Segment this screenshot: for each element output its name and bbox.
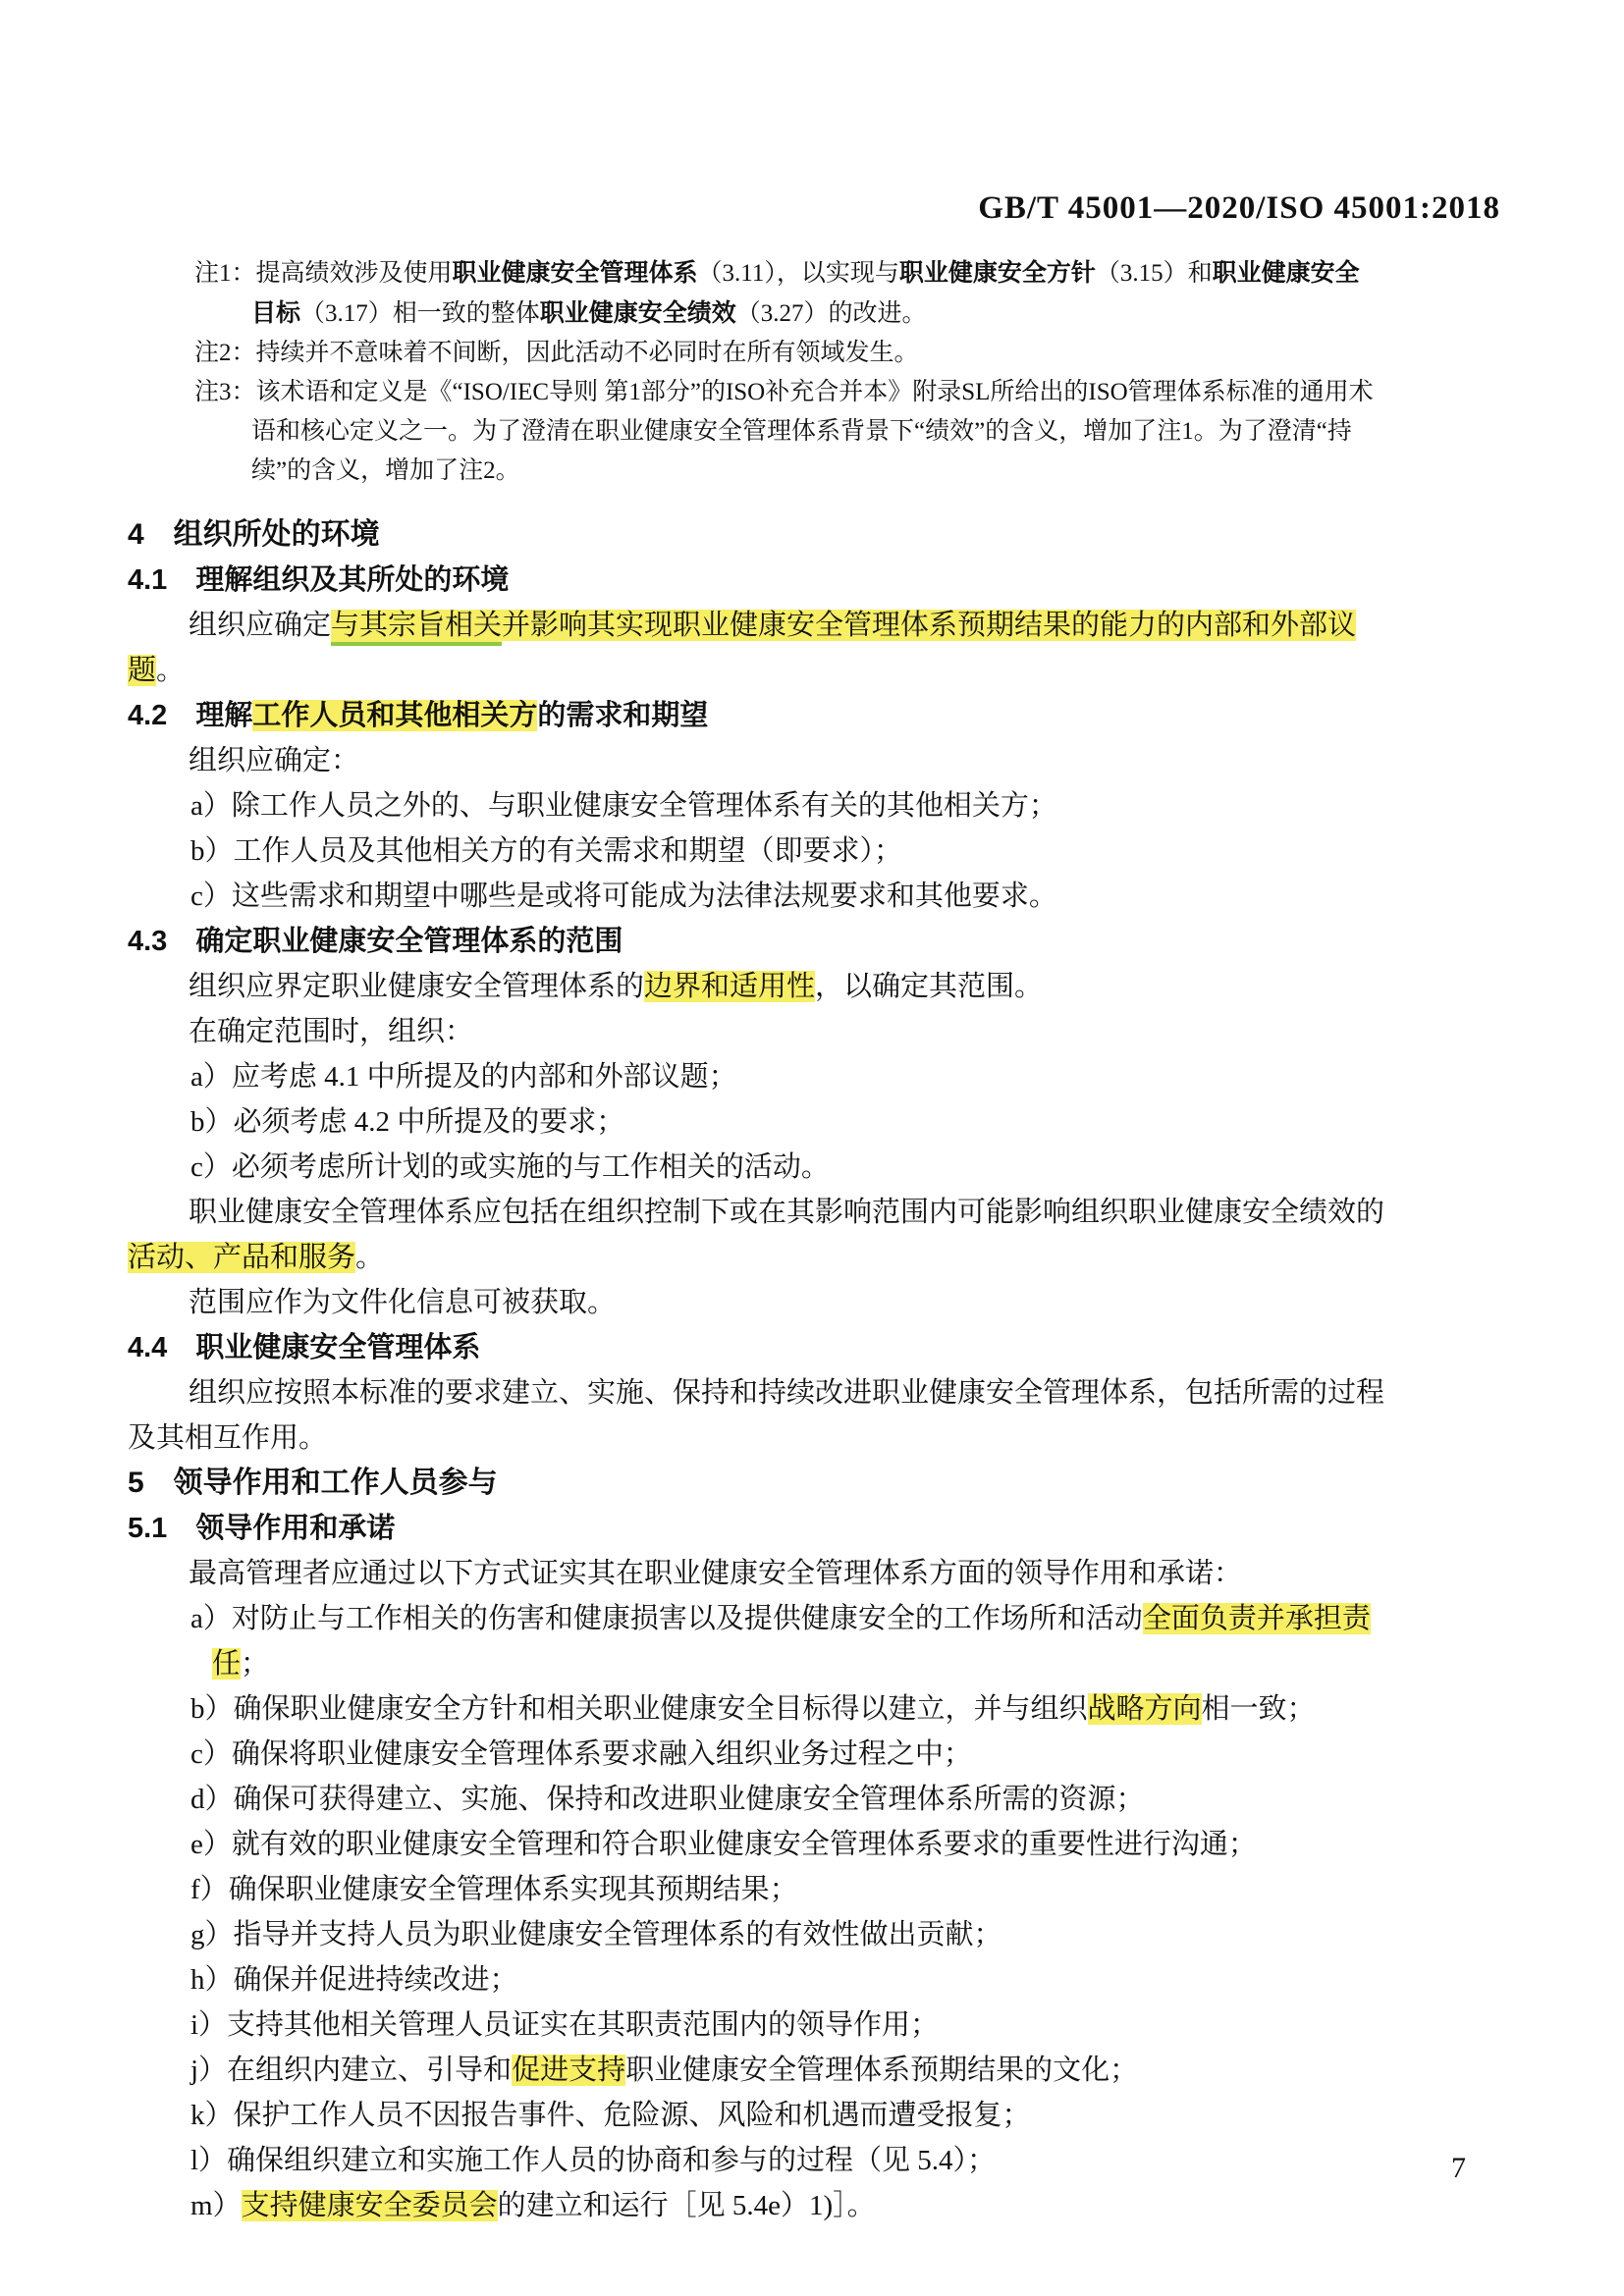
highlighted-text: 战略方向 — [1087, 1693, 1202, 1725]
text-segment: b）必须考虑 4.2 中所提及的要求； — [190, 1106, 625, 1138]
note-1-line-2 — [251, 294, 1500, 334]
highlighted-text: 促进支持 — [512, 2055, 626, 2086]
text-segment: c）这些需求和期望中哪些是或将可能成为法律法规要求和其他要求。 — [190, 881, 1057, 912]
highlighted-text: 题 — [128, 655, 157, 686]
text-segment: 范围应作为文件化信息可被获取。 — [189, 1287, 617, 1318]
text-segment: 组织应确定： — [189, 745, 360, 776]
para-4-1-line-2 — [128, 648, 1500, 693]
list-5-1-f — [190, 1867, 1500, 1912]
text-segment: c）确保将职业健康安全管理体系要求融入组织业务过程之中； — [190, 1738, 972, 1770]
highlighted-text: 支持健康安全委员会 — [241, 2190, 498, 2221]
heading-4-4 — [128, 1325, 1500, 1370]
list-5-1-j — [190, 2048, 1500, 2093]
para-5-1-intro — [128, 1551, 1500, 1596]
text-segment: （3.11），以实现与 — [697, 260, 899, 287]
text-segment: 5 领导作用和工作人员参与 — [128, 1467, 498, 1499]
text-segment: k）保护工作人员不因报告事件、危险源、风险和机遇而遭受报复； — [190, 2100, 1031, 2131]
text-segment: （3.15）和 — [1095, 260, 1213, 287]
text-segment: 组织应按照本标准的要求建立、实施、保持和持续改进职业健康安全管理体系，包括所需的过程 — [189, 1377, 1385, 1409]
document-content — [128, 253, 1500, 2228]
text-segment: 4.3 确定职业健康安全管理体系的范围 — [128, 926, 623, 957]
list-4-3-a — [190, 1054, 1500, 1099]
list-5-1-l — [190, 2138, 1500, 2183]
text-segment: （3.27）的改进。 — [735, 300, 927, 327]
list-5-1-b — [190, 1686, 1500, 1732]
list-4-3-c — [190, 1145, 1500, 1190]
text-segment: 职业健康安全绩效 — [539, 299, 736, 327]
heading-4-2 — [128, 693, 1500, 738]
note-1-line-1 — [194, 253, 1500, 294]
list-4-2-c — [190, 874, 1500, 919]
text-segment: 。 — [355, 1242, 385, 1273]
text-segment: 的需求和期望 — [537, 700, 709, 731]
text-segment: a）除工作人员之外的、与职业健康安全管理体系有关的其他相关方； — [190, 790, 1057, 822]
highlighted-text: 与其宗旨相关 — [331, 610, 502, 646]
text-segment: g）指导并支持人员为职业健康安全管理体系的有效性做出贡献； — [190, 1919, 1002, 1950]
text-segment: 最高管理者应通过以下方式证实其在职业健康安全管理体系方面的领导作用和承诺： — [189, 1558, 1243, 1589]
text-segment: h）确保并促进持续改进； — [190, 1964, 518, 1996]
para-4-2-intro — [128, 738, 1500, 783]
text-segment: （3.17）相一致的整体 — [300, 300, 540, 327]
text-segment: 。 — [156, 655, 186, 686]
text-segment: 职业健康安全管理体系预期结果的文化； — [625, 2055, 1139, 2086]
para-4-1-line-1 — [128, 603, 1500, 648]
list-5-1-a-line-1 — [190, 1596, 1500, 1641]
text-segment: 注1：提高绩效涉及使用 — [194, 260, 453, 287]
text-segment: 语和核心定义之一。为了澄清在职业健康安全管理体系背景下“绩效”的含义，增加了注1。为了澄清“持 — [251, 418, 1352, 445]
text-segment: 职业健康安全方针 — [898, 259, 1096, 287]
text-segment: 4 组织所处的环境 — [128, 518, 380, 551]
list-5-1-d — [190, 1777, 1500, 1822]
text-segment: f）确保职业健康安全管理体系实现其预期结果； — [190, 1874, 798, 1905]
text-segment: i）支持其他相关管理人员证实在其职责范围内的领导作用； — [190, 2009, 940, 2041]
heading-4-1 — [128, 558, 1500, 603]
list-5-1-m — [190, 2183, 1500, 2228]
text-segment: d）确保可获得建立、实施、保持和改进职业健康安全管理体系所需的资源； — [190, 1784, 1145, 1815]
para-4-4-line-1 — [128, 1370, 1500, 1415]
text-segment: 的建立和运行［见 5.4e）1)］。 — [497, 2190, 876, 2221]
highlighted-text: 全面负责并承担责 — [1142, 1603, 1371, 1634]
text-segment: b）确保职业健康安全方针和相关职业健康安全目标得以建立，并与组织 — [190, 1693, 1088, 1725]
standard-code-header: GB/T 45001—2020/ISO 45001:2018 — [978, 190, 1500, 226]
list-5-1-k — [190, 2093, 1500, 2138]
highlighted-text: 工作人员和其他相关方 — [252, 700, 538, 731]
text-segment: l）确保组织建立和实施工作人员的协商和参与的过程（见 5.4）； — [190, 2145, 997, 2176]
para-4-3-line-2 — [128, 1009, 1500, 1054]
list-4-2-b — [190, 828, 1500, 874]
text-segment: a）对防止与工作相关的伤害和健康损害以及提供健康安全的工作场所和活动 — [190, 1603, 1143, 1634]
text-segment: 组织应界定职业健康安全管理体系的 — [189, 971, 645, 1002]
text-segment: 职业健康安全管理体系 — [452, 259, 698, 287]
highlighted-text: 活动、产品和服务 — [128, 1242, 356, 1273]
text-segment: e）就有效的职业健康安全管理和符合职业健康安全管理体系要求的重要性进行沟通； — [190, 1829, 1257, 1860]
list-4-2-a — [190, 783, 1500, 828]
text-segment: 目标 — [251, 299, 301, 327]
text-segment: 职业健康安全管理体系应包括在组织控制下或在其影响范围内可能影响组织职业健康安全绩效的 — [189, 1197, 1385, 1228]
para-4-3-line-1 — [128, 964, 1500, 1009]
list-5-1-h — [190, 1957, 1500, 2002]
text-segment: a）应考虑 4.1 中所提及的内部和外部议题； — [190, 1061, 737, 1093]
text-segment: 及其相互作用。 — [128, 1422, 328, 1454]
page-number: 7 — [1451, 2152, 1466, 2184]
list-5-1-g — [190, 1912, 1500, 1957]
heading-clause-5 — [128, 1461, 1500, 1506]
list-5-1-c — [190, 1732, 1500, 1777]
para-4-3-scope-line-2 — [128, 1235, 1500, 1280]
text-segment: c）必须考虑所计划的或实施的与工作相关的活动。 — [190, 1151, 830, 1183]
text-segment: 注3：该术语和定义是《“ISO/IEC导则 第1部分”的ISO补充合并本》附录SL所给出的ISO管理体系标准的通用术 — [194, 379, 1374, 405]
list-5-1-a-line-2 — [212, 1641, 1500, 1686]
para-4-3-docinfo — [128, 1280, 1500, 1325]
text-segment: 续”的含义，增加了注2。 — [251, 457, 520, 484]
text-segment: m） — [190, 2190, 242, 2221]
text-segment: 组织应确定 — [189, 610, 332, 641]
text-segment: 在确定范围时，组织： — [189, 1016, 474, 1047]
para-4-3-scope-line-1 — [128, 1190, 1500, 1235]
text-segment: 相一致； — [1201, 1693, 1316, 1725]
list-5-1-e — [190, 1822, 1500, 1867]
text-segment: 注2：持续并不意味着不间断，因此活动不必同时在所有领域发生。 — [194, 340, 919, 366]
text-segment: 4.1 理解组织及其所处的环境 — [128, 564, 510, 596]
text-segment: ，以确定其范围。 — [815, 971, 1044, 1002]
text-segment: 5.1 领导作用和承诺 — [128, 1513, 396, 1544]
highlighted-text: 任 — [212, 1648, 242, 1680]
note-3-line-2 — [251, 412, 1500, 452]
text-segment: 4.2 理解 — [128, 700, 253, 731]
list-4-3-b — [190, 1099, 1500, 1145]
para-4-4-line-2 — [128, 1415, 1500, 1461]
text-segment: b）工作人员及其他相关方的有关需求和期望（即要求）； — [190, 835, 903, 867]
text-segment: ； — [241, 1648, 270, 1680]
heading-5-1 — [128, 1506, 1500, 1551]
heading-4-3 — [128, 919, 1500, 964]
text-segment: 职业健康安全 — [1212, 259, 1360, 287]
note-3-line-3 — [251, 452, 1500, 491]
note-3-line-1 — [194, 373, 1500, 412]
note-2 — [194, 334, 1500, 373]
list-5-1-i — [190, 2002, 1500, 2048]
text-segment: 4.4 职业健康安全管理体系 — [128, 1332, 481, 1363]
highlighted-text: 边界和适用性 — [644, 971, 816, 1002]
text-segment: j）在组织内建立、引导和 — [190, 2055, 513, 2086]
heading-clause-4 — [128, 512, 1500, 558]
highlighted-text: 并影响其实现职业健康安全管理体系预期结果的能力的内部和外部议 — [502, 610, 1357, 641]
